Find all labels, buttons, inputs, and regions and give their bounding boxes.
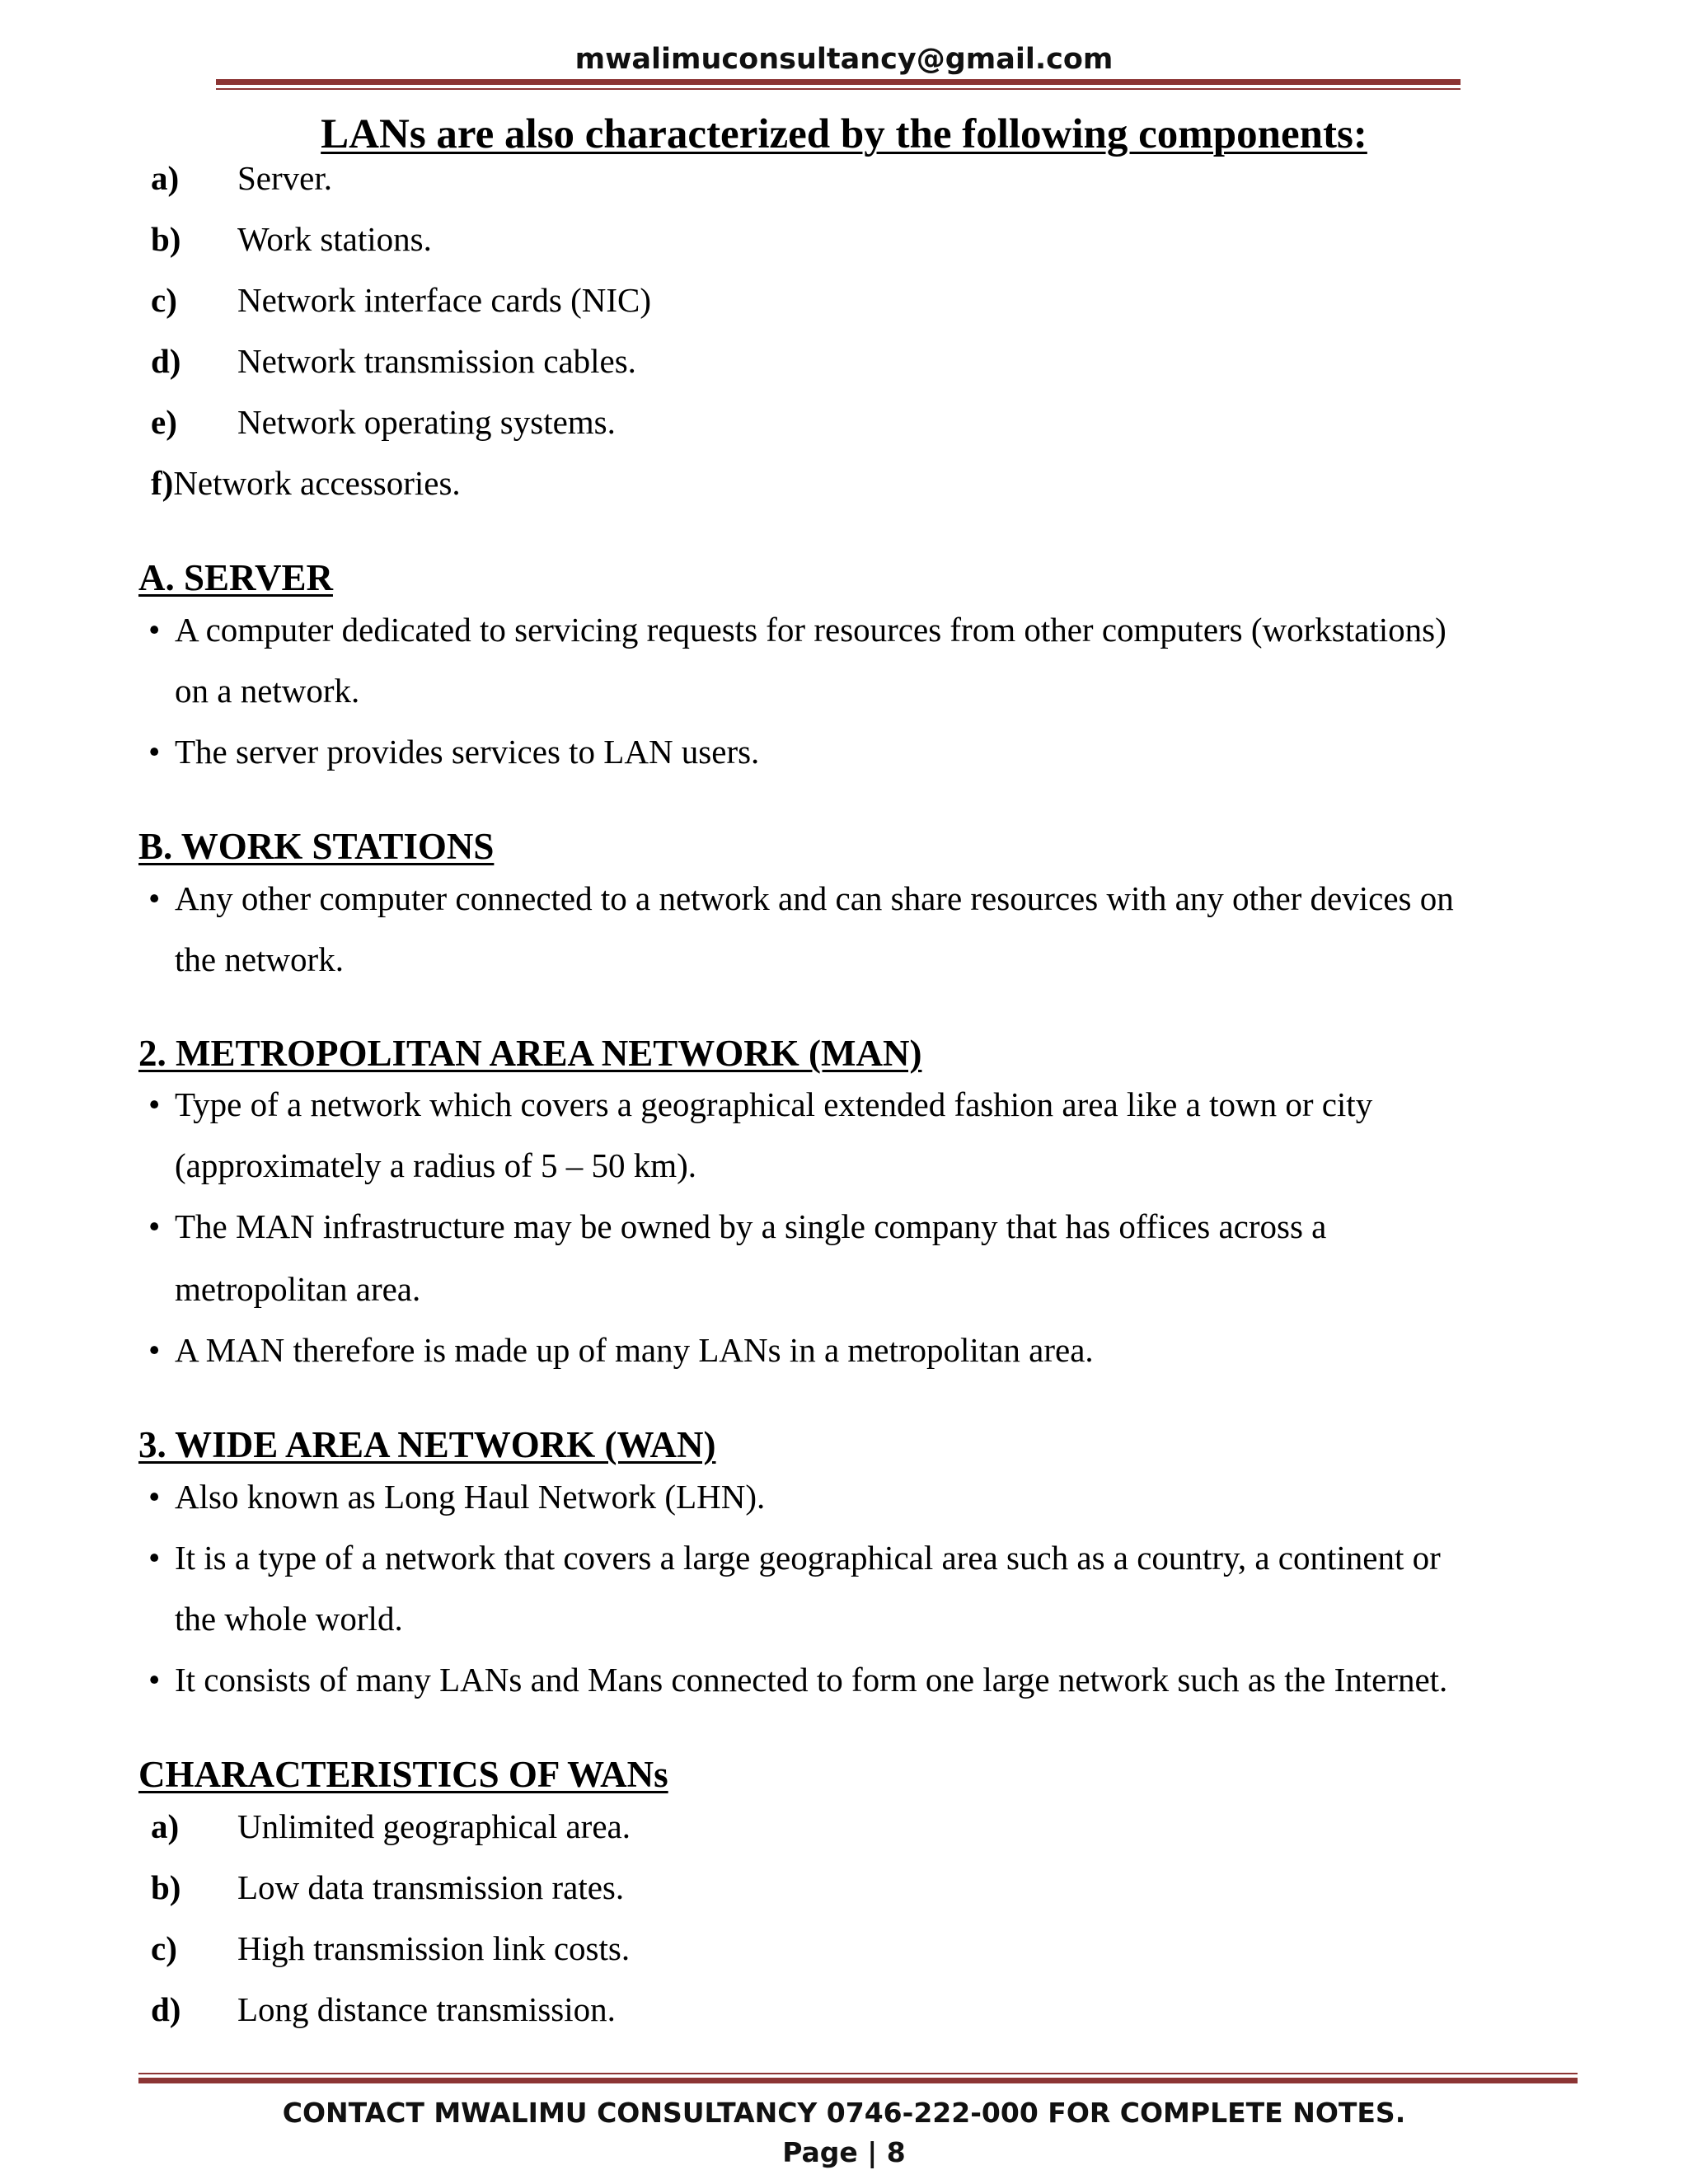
bullet-text: It is a type of a network that covers a large geographical area such as a country, a continent or	[175, 1539, 1441, 1577]
bullet-text: The MAN infrastructure may be owned by a single company that has offices across a	[175, 1207, 1327, 1245]
list-marker: a)	[151, 1807, 180, 1845]
bullet-text: It consists of many LANs and Mans connected to form one large network such as the Internet.	[175, 1661, 1448, 1699]
bullet-text: on a network.	[175, 672, 360, 710]
section-heading-workstations: B. WORK STATIONS	[138, 826, 495, 867]
bullet-text: A MAN therefore is made up of many LANs in a metropolitan area.	[175, 1331, 1094, 1369]
list-text: Server.	[237, 159, 332, 197]
bullet-text: the network.	[175, 940, 344, 978]
bullet-icon: •	[148, 611, 161, 649]
bullet-icon: •	[148, 1478, 161, 1516]
page-number: Page | 8	[782, 2136, 906, 2168]
section-heading-wan: 3. WIDE AREA NETWORK (WAN)	[138, 1424, 716, 1465]
list-marker: c)	[151, 281, 177, 319]
bullet-text: Type of a network which covers a geographical extended fashion area like a town or city	[175, 1085, 1373, 1123]
bullet-icon: •	[148, 879, 161, 917]
list-marker: c)	[151, 1929, 177, 1967]
list-marker: e)	[151, 403, 177, 441]
section-heading-server: A. SERVER	[138, 557, 333, 598]
list-text: Long distance transmission.	[237, 1990, 616, 2028]
list-marker: d)	[151, 1990, 181, 2028]
bullet-icon: •	[148, 733, 161, 771]
list-text: Network operating systems.	[237, 403, 616, 441]
list-text: Network transmission cables.	[237, 342, 636, 380]
list-text: Network interface cards (NIC)	[237, 281, 652, 319]
section-heading-man: 2. METROPOLITAN AREA NETWORK (MAN)	[138, 1033, 922, 1074]
list-text: Low data transmission rates.	[237, 1868, 625, 1906]
footer-contact: CONTACT MWALIMU CONSULTANCY 0746-222-000 FOR COMPLETE NOTES.	[282, 2097, 1406, 2129]
footer-rule	[138, 2073, 1578, 2083]
bullet-icon: •	[148, 1085, 161, 1123]
bullet-text: Also known as Long Haul Network (LHN).	[175, 1478, 766, 1516]
bullet-text: the whole world.	[175, 1600, 403, 1638]
header-rule	[216, 79, 1461, 90]
list-marker: a)	[151, 159, 180, 197]
list-marker: b)	[151, 220, 181, 258]
bullet-text: (approximately a radius of 5 – 50 km).	[175, 1146, 697, 1184]
section-heading-wan-characteristics: CHARACTERISTICS OF WANs	[138, 1754, 668, 1795]
list-marker: f)	[151, 464, 174, 502]
list-marker: b)	[151, 1868, 181, 1906]
list-marker: d)	[151, 342, 181, 380]
bullet-icon: •	[148, 1539, 161, 1577]
header-email: mwalimuconsultancy@gmail.com	[574, 43, 1114, 76]
bullet-text: The server provides services to LAN users.	[175, 733, 760, 771]
page-title: LANs are also characterized by the following components:	[321, 111, 1367, 157]
bullet-text: A computer dedicated to servicing requests for resources from other computers (workstations)	[175, 611, 1447, 649]
list-text: High transmission link costs.	[237, 1929, 631, 1967]
bullet-icon: •	[148, 1207, 161, 1245]
list-item	[151, 462, 461, 504]
bullet-icon: •	[148, 1661, 161, 1699]
list-text: Work stations.	[237, 220, 432, 258]
list-text: Unlimited geographical area.	[237, 1807, 631, 1845]
bullet-text: metropolitan area.	[175, 1270, 421, 1308]
bullet-icon: •	[148, 1331, 161, 1369]
list-text: Network accessories.	[173, 464, 461, 502]
bullet-text: Any other computer connected to a network and can share resources with any other devices on	[175, 879, 1454, 917]
